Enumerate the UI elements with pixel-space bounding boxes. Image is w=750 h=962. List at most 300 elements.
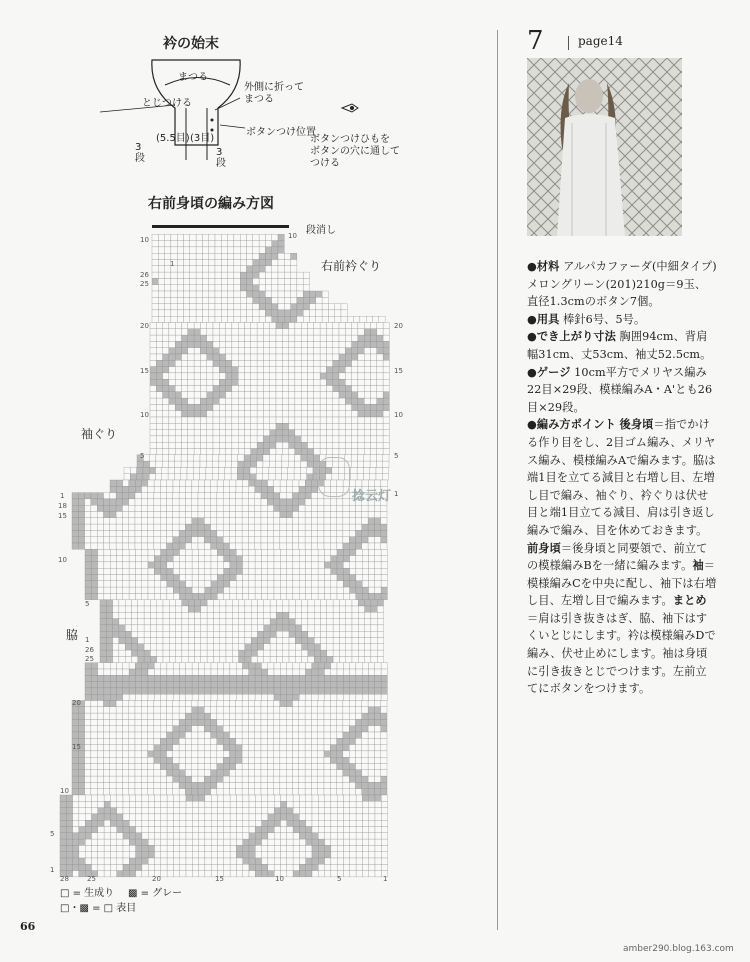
chart-cell (85, 808, 91, 814)
chart-cell (180, 593, 186, 599)
chart-cell (138, 600, 144, 606)
chart-cell (311, 770, 317, 776)
chart-cell (192, 587, 198, 593)
chart-cell (278, 297, 284, 303)
chart-cell (192, 530, 198, 536)
chart-cell (226, 373, 232, 379)
chart-cell (192, 682, 198, 688)
chart-cell (352, 650, 358, 656)
chart-cell (293, 707, 299, 713)
chart-cell (110, 789, 116, 795)
chart-cell (249, 562, 255, 568)
chart-cell (245, 379, 251, 385)
chart-cell (132, 631, 138, 637)
chart-cell (110, 575, 116, 581)
chart-cell (217, 575, 223, 581)
chart-cell (356, 713, 362, 719)
chart-cell (180, 858, 186, 864)
chart-cell (180, 682, 186, 688)
chart-cell (281, 808, 287, 814)
chart-cell (224, 833, 230, 839)
chart-cell (381, 543, 387, 549)
chart-cell (129, 732, 135, 738)
chart-cell (255, 858, 261, 864)
chart-cell (369, 814, 375, 820)
chart-cell (289, 373, 295, 379)
chart-cell (316, 304, 322, 310)
watermark-logo (318, 457, 350, 497)
chart-cell (339, 398, 345, 404)
chart-cell (350, 581, 356, 587)
chart-cell (350, 864, 356, 870)
chart-cell (236, 480, 242, 486)
chart-cell (289, 360, 295, 366)
chart-cell (278, 291, 284, 297)
chart-cell (154, 682, 160, 688)
chart-cell (179, 518, 185, 524)
chart-cell (333, 423, 339, 429)
chart-cell (182, 386, 188, 392)
chart-cell (192, 575, 198, 581)
chart-cell (142, 852, 148, 858)
chart-cell (125, 619, 131, 625)
chart-cell (135, 499, 141, 505)
chart-cell (141, 505, 147, 511)
chart-cell (110, 512, 116, 518)
chart-cell (362, 795, 368, 801)
chart-cell (104, 789, 110, 795)
chart-cell (274, 543, 280, 549)
chart-cell (79, 820, 85, 826)
chart-cell (154, 512, 160, 518)
chart-cell (116, 537, 122, 543)
chart-cell (135, 701, 141, 707)
chart-cell (85, 537, 91, 543)
chart-cell (169, 335, 175, 341)
chart-cell (306, 839, 312, 845)
chart-cell (150, 423, 156, 429)
chart-cell (326, 404, 332, 410)
chart-cell (350, 820, 356, 826)
chart-cell (154, 524, 160, 530)
chart-cell (255, 864, 261, 870)
chart-cell (190, 241, 196, 247)
chart-cell (196, 278, 202, 284)
chart-cell (280, 776, 286, 782)
chart-cell (116, 480, 122, 486)
chart-cell (362, 669, 368, 675)
chart-cell (213, 600, 219, 606)
chart-cell (343, 549, 349, 555)
chart-cell (243, 575, 249, 581)
chart-cell (104, 669, 110, 675)
chart-cell (150, 335, 156, 341)
chart-cell (110, 537, 116, 543)
chart-cell (232, 600, 238, 606)
chart-cell (364, 329, 370, 335)
chart-cell (165, 247, 171, 253)
chart-cell (213, 442, 219, 448)
chart-cell (345, 423, 351, 429)
chart-cell (291, 316, 297, 322)
chart-cell (325, 871, 331, 877)
chart-cell (330, 745, 336, 751)
chart-cell (297, 278, 303, 284)
chart-cell (175, 449, 181, 455)
chart-cell (110, 764, 116, 770)
chart-cell (205, 814, 211, 820)
chart-cell (330, 499, 336, 505)
chart-cell (228, 253, 234, 259)
chart-cell (257, 417, 263, 423)
chart-cell (104, 568, 110, 574)
chart-cell (343, 732, 349, 738)
chart-cell (258, 619, 264, 625)
chart-cell (302, 606, 308, 612)
chart-cell (324, 726, 330, 732)
chart-cell (104, 694, 110, 700)
chart-cell (175, 430, 181, 436)
chart-cell (362, 593, 368, 599)
chart-cell (78, 530, 84, 536)
chart-cell (219, 449, 225, 455)
chart-cell (324, 713, 330, 719)
chart-cell (374, 789, 380, 795)
chart-cell (230, 549, 236, 555)
chart-cell (274, 675, 280, 681)
chart-cell (374, 782, 380, 788)
chart-cell (270, 430, 276, 436)
chart-cell (60, 839, 66, 845)
chart-cell (339, 335, 345, 341)
chart-cell (110, 669, 116, 675)
chart-cell (369, 669, 375, 675)
chart-cell (141, 732, 147, 738)
chart-cell (209, 297, 215, 303)
chart-cell (219, 379, 225, 385)
chart-cell (247, 253, 253, 259)
chart-cell (356, 675, 362, 681)
chart-cell (211, 499, 217, 505)
chart-cell (60, 845, 66, 851)
chart-cell (257, 329, 263, 335)
chart-cell (180, 827, 186, 833)
chart-cell (274, 858, 280, 864)
chart-cell (282, 474, 288, 480)
chart-cell (161, 587, 167, 593)
chart-cell (230, 524, 236, 530)
chart-cell (91, 707, 97, 713)
chart-cell (72, 530, 78, 536)
chart-cell (106, 606, 112, 612)
chart-cell (305, 776, 311, 782)
chart-cell (97, 524, 103, 530)
chart-cell (186, 682, 192, 688)
chart-cell (192, 593, 198, 599)
chart-cell (186, 663, 192, 669)
chart-cell (287, 852, 293, 858)
chart-cell (257, 354, 263, 360)
chart-cell (173, 530, 179, 536)
chart-cell (135, 663, 141, 669)
chart-cell (318, 543, 324, 549)
chart-cell (236, 776, 242, 782)
chart-cell (207, 348, 213, 354)
chart-cell (123, 858, 129, 864)
chart-cell (301, 436, 307, 442)
chart-cell (314, 436, 320, 442)
chart-cell (160, 701, 166, 707)
chart-cell (157, 644, 163, 650)
chart-cell (371, 341, 377, 347)
chart-cell (110, 820, 116, 826)
chart-cell (215, 278, 221, 284)
chart-cell (202, 291, 208, 297)
chart-cell (173, 663, 179, 669)
chart-cell (110, 757, 116, 763)
chart-cell (167, 827, 173, 833)
chart-cell (104, 757, 110, 763)
chart-cell (123, 556, 129, 562)
chart-cell (255, 789, 261, 795)
chart-cell (98, 549, 104, 555)
chart-cell (368, 745, 374, 751)
chart-cell (326, 367, 332, 373)
chart-cell (200, 467, 206, 473)
chart-cell (349, 512, 355, 518)
chart-cell (314, 423, 320, 429)
chart-cell (331, 795, 337, 801)
chart-cell (306, 675, 312, 681)
chart-cell (150, 341, 156, 347)
chart-cell (199, 808, 205, 814)
chart-cell (154, 562, 160, 568)
chart-cell (345, 323, 351, 329)
chart-cell (232, 373, 238, 379)
chart-cell (369, 682, 375, 688)
chart-cell (217, 707, 223, 713)
chart-cell (382, 474, 388, 480)
chart-cell (258, 600, 264, 606)
chart-cell (200, 455, 206, 461)
row-number: 25 (140, 280, 149, 288)
chart-cell (371, 373, 377, 379)
chart-cell (175, 379, 181, 385)
chart-cell (230, 839, 236, 845)
chart-cell (306, 549, 312, 555)
chart-cell (343, 701, 349, 707)
chart-cell (381, 738, 387, 744)
chart-cell (110, 549, 116, 555)
chart-cell (371, 335, 377, 341)
materials-text: アルパカファーダ(中細タイプ) メロングリーン(201)210g＝9玉、直径1.3cmのボタン7個。 (527, 260, 717, 309)
chart-cell (333, 436, 339, 442)
chart-cell (211, 839, 217, 845)
chart-cell (306, 562, 312, 568)
chart-cell (331, 575, 337, 581)
chart-cell (198, 581, 204, 587)
chart-cell (343, 518, 349, 524)
chart-cell (276, 398, 282, 404)
chart-cell (116, 701, 122, 707)
chart-cell (204, 713, 210, 719)
chart-cell (287, 864, 293, 870)
chart-cell (240, 234, 246, 240)
chart-cell (321, 625, 327, 631)
chart-cell (305, 512, 311, 518)
chart-cell (312, 808, 318, 814)
chart-cell (224, 675, 230, 681)
label-fold: 外側に折って まつる (244, 82, 304, 105)
row-number: 25 (85, 655, 94, 663)
chart-cell (148, 820, 154, 826)
chart-cell (129, 593, 135, 599)
chart-cell (381, 745, 387, 751)
chart-cell (283, 625, 289, 631)
chart-cell (287, 669, 293, 675)
chart-cell (251, 650, 257, 656)
chart-cell (110, 782, 116, 788)
chart-cell (154, 770, 160, 776)
chart-cell (369, 593, 375, 599)
chart-cell (349, 701, 355, 707)
chart-cell (169, 404, 175, 410)
chart-cell (303, 304, 309, 310)
chart-cell (318, 864, 324, 870)
chart-cell (200, 379, 206, 385)
chart-cell (369, 694, 375, 700)
chart-cell (217, 581, 223, 587)
chart-cell (274, 701, 280, 707)
chart-cell (219, 335, 225, 341)
chart-cell (220, 650, 226, 656)
chart-cell (268, 814, 274, 820)
chart-cell (129, 833, 135, 839)
chart-cell (190, 253, 196, 259)
chart-cell (129, 757, 135, 763)
chart-cell (135, 776, 141, 782)
chart-cell (148, 845, 154, 851)
chart-cell (318, 587, 324, 593)
chart-cell (129, 562, 135, 568)
chart-cell (248, 789, 254, 795)
chart-cell (240, 278, 246, 284)
chart-cell (343, 675, 349, 681)
chart-cell (327, 638, 333, 644)
chart-cell (259, 234, 265, 240)
chart-cell (314, 354, 320, 360)
chart-cell (337, 820, 343, 826)
chart-cell (167, 575, 173, 581)
chart-cell (374, 757, 380, 763)
chart-cell (281, 864, 287, 870)
chart-cell (205, 808, 211, 814)
chart-cell (141, 530, 147, 536)
chart-cell (261, 694, 267, 700)
chart-cell (331, 587, 337, 593)
chart-cell (274, 732, 280, 738)
chart-cell (358, 379, 364, 385)
chart-cell (211, 556, 217, 562)
chart-cell (268, 852, 274, 858)
chart-cell (156, 398, 162, 404)
chart-cell (156, 329, 162, 335)
chart-cell (116, 518, 122, 524)
chart-cell (339, 625, 345, 631)
chart-cell (245, 323, 251, 329)
chart-cell (228, 291, 234, 297)
chart-cell (148, 770, 154, 776)
chart-cell (207, 411, 213, 417)
chart-cell (274, 694, 280, 700)
chart-cell (318, 663, 324, 669)
chart-cell (310, 310, 316, 316)
chart-cell (155, 833, 161, 839)
chart-cell (263, 417, 269, 423)
chart-cell (257, 455, 263, 461)
chart-cell (104, 808, 110, 814)
chart-cell (192, 499, 198, 505)
chart-cell (228, 266, 234, 272)
chart-cell (238, 335, 244, 341)
chart-cell (306, 814, 312, 820)
chart-cell (135, 549, 141, 555)
chart-cell (343, 669, 349, 675)
chart-cell (129, 808, 135, 814)
chart-cell (247, 278, 253, 284)
chart-cell (330, 524, 336, 530)
chart-cell (324, 587, 330, 593)
chart-cell (346, 619, 352, 625)
chart-cell (364, 455, 370, 461)
chart-cell (122, 764, 128, 770)
chart-cell (345, 442, 351, 448)
chart-cell (255, 732, 261, 738)
chart-cell (287, 675, 293, 681)
chart-cell (251, 606, 257, 612)
chart-cell (295, 606, 301, 612)
chart-cell (333, 386, 339, 392)
chart-cell (268, 549, 274, 555)
chart-cell (169, 449, 175, 455)
chart-cell (184, 316, 190, 322)
chart-cell (230, 518, 236, 524)
chart-cell (349, 719, 355, 725)
chart-cell (263, 341, 269, 347)
chart-cell (238, 373, 244, 379)
chart-cell (221, 278, 227, 284)
chart-cell (337, 852, 343, 858)
chart-cell (188, 650, 194, 656)
chart-cell (141, 707, 147, 713)
chart-cell (242, 757, 248, 763)
chart-cell (150, 449, 156, 455)
chart-cell (117, 827, 123, 833)
chart-cell (268, 845, 274, 851)
chart-cell (185, 745, 191, 751)
chart-cell (104, 688, 110, 694)
chart-cell (314, 417, 320, 423)
chart-cell (204, 770, 210, 776)
chart-cell (239, 644, 245, 650)
chart-cell (236, 524, 242, 530)
chart-cell (346, 625, 352, 631)
chart-cell (349, 782, 355, 788)
chart-cell (232, 638, 238, 644)
chart-cell (148, 707, 154, 713)
chart-cell (167, 732, 173, 738)
chart-cell (192, 663, 198, 669)
